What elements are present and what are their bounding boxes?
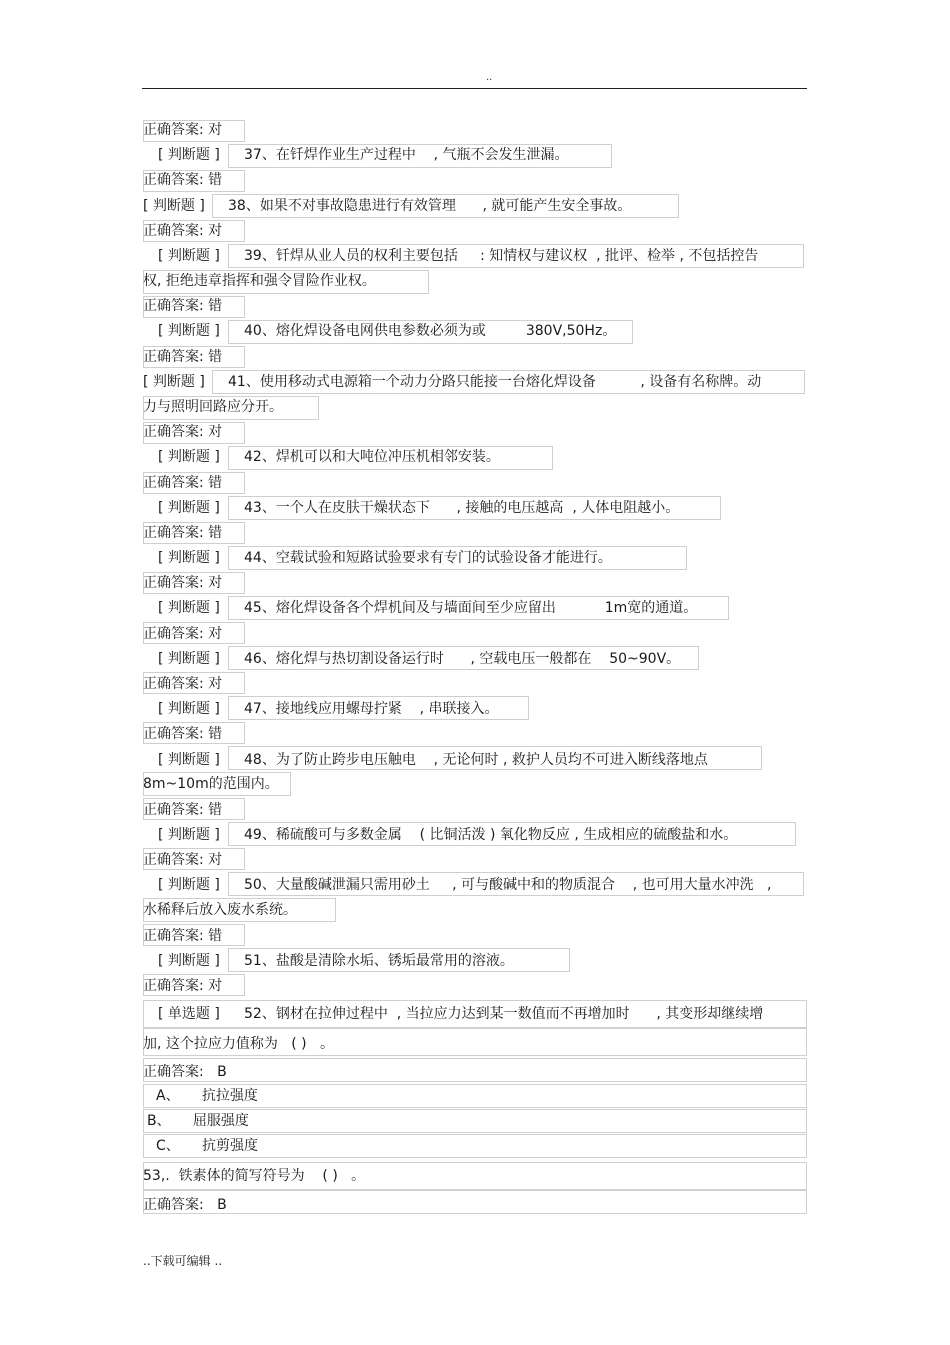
answer-line: 正确答案: 对 [143,424,223,440]
question-type-label: [ 判断题 ] [158,701,220,717]
answer-line: 正确答案: 对 [143,122,223,138]
answer-line: 正确答案: 对 [143,676,223,692]
question-type-label: [ 单选题 ] [158,1006,220,1022]
question-text: 52、钢材在拉伸过程中 , 当拉应力达到某一数值而不再增加时 , 其变形却继续增 [244,1006,764,1022]
question-text: 46、熔化焊与热切割设备运行时 , 空载电压一般都在 50~90V。 [244,651,681,667]
answer-line: 正确答案: 错 [143,525,223,541]
question-text: 45、熔化焊设备各个焊机间及与墙面间至少应留出 1m宽的通道。 [244,600,698,616]
question-text-continued: 权, 拒绝违章指挥和强令冒险作业权。 [143,273,376,289]
option-a: A、 抗拉强度 [156,1088,258,1104]
question-type-label: [ 判断题 ] [158,827,220,843]
question-text: 43、一个人在皮肤干燥状态下 , 接触的电压越高 , 人体电阻越小。 [244,500,680,516]
question-text-continued: 8m~10m的范围内。 [143,776,279,792]
question-type-label: [ 判断题 ] [158,550,220,566]
answer-line: 正确答案: 对 [143,978,223,994]
question-text: 47、接地线应用螺母拧紧 , 串联接入。 [244,701,499,717]
question-text: 41、使用移动式电源箱一个动力分路只能接一台熔化焊设备 , 设备有名称牌。动 [228,374,762,390]
question-type-label: [ 判断题 ] [158,248,220,264]
answer-line: 正确答案: 错 [143,928,223,944]
question-text: 50、大量酸碱泄漏只需用砂土 , 可与酸碱中和的物质混合 , 也可用大量水冲洗 , [244,877,772,893]
answer-line: 正确答案: 错 [143,726,223,742]
question-type-label: [ 判断题 ] [143,374,205,390]
question-type-label: [ 判断题 ] [158,752,220,768]
question-text-continued: 力与照明回路应分开。 [143,399,283,415]
box [143,1058,807,1082]
answer-line: 正确答案: B [143,1197,227,1213]
question-text: 42、焊机可以和大吨位冲压机相邻安装。 [244,449,500,465]
question-text: 48、为了防止跨步电压触电 , 无论何时 , 救护人员均不可进入断线落地点 [244,752,708,768]
header-mark: .. [486,72,493,83]
question-type-label: [ 判断题 ] [158,147,220,163]
question-type-label: [ 判断题 ] [143,198,205,214]
question-type-label: [ 判断题 ] [158,953,220,969]
box [143,1190,807,1214]
answer-line: 正确答案: 对 [143,575,223,591]
question-text: 51、盐酸是清除水垢、锈垢最常用的溶液。 [244,953,514,969]
question-text-continued: 水稀释后放入废水系统。 [143,902,297,918]
answer-line: 正确答案: 对 [143,852,223,868]
option-c: C、 抗剪强度 [156,1138,259,1154]
answer-line: 正确答案: 对 [143,223,223,239]
question-type-label: [ 判断题 ] [158,600,220,616]
question-type-label: [ 判断题 ] [158,323,220,339]
question-text: 40、熔化焊设备电网供电参数必须为或 380V,50Hz。 [244,323,617,339]
question-text: 49、稀硫酸可与多数金属 ( 比铜活泼 ) 氧化物反应 , 生成相应的硫酸盐和水。 [244,827,738,843]
question-text: 38、如果不对事故隐患进行有效管理 , 就可能产生安全事故。 [228,198,632,214]
question-text: 39、钎焊从业人员的权利主要包括 : 知情权与建议权 , 批评、检举 , 不包括控告 [244,248,759,264]
answer-line: 正确答案: 错 [143,298,223,314]
question-text-continued: 加, 这个拉应力值称为 ( ) 。 [143,1036,334,1052]
header-rule [142,88,807,89]
option-b: B、 屈服强度 [147,1113,249,1129]
answer-line: 正确答案: 错 [143,172,223,188]
question-type-label: [ 判断题 ] [158,877,220,893]
question-type-label: [ 判断题 ] [158,651,220,667]
answer-line: 正确答案: 错 [143,802,223,818]
answer-line: 正确答案: 错 [143,475,223,491]
question-text: 44、空载试验和短路试验要求有专门的试验设备才能进行。 [244,550,612,566]
question-text: 53,. 铁素体的简写符号为 ( ) 。 [143,1168,366,1184]
footer-text: ..下载可编辑 .. [143,1254,223,1268]
question-type-label: [ 判断题 ] [158,500,220,516]
answer-line: 正确答案: 错 [143,349,223,365]
question-type-label: [ 判断题 ] [158,449,220,465]
answer-line: 正确答案: 对 [143,626,223,642]
answer-line: 正确答案: B [143,1064,227,1080]
question-text: 37、在钎焊作业生产过程中 , 气瓶不会发生泄漏。 [244,147,569,163]
